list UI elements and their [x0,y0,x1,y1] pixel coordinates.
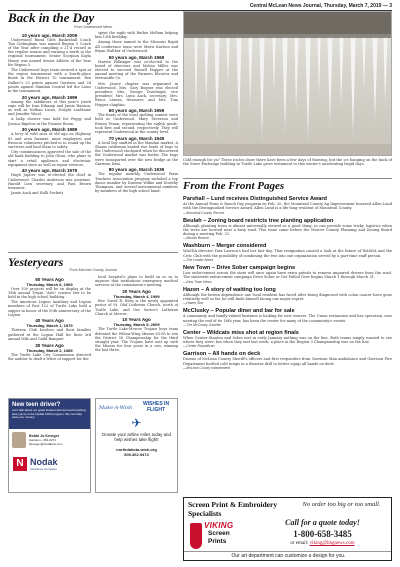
viking-logo-screen: Screen [208,530,230,537]
viking-logo-shield-icon [190,523,202,549]
paragraph: Among the exhibitors at this year's youth expo will be Ivan Erkamp and Jamie Hanson, as well as Nathan Lucas, Dwight LeaMaine and Jennifer Wood. [8,99,91,117]
front-page-headline: Washburn – Merger considered [183,243,267,250]
viking-logo [190,521,240,553]
paragraph: A baby shower was held for Peggy and Jessica Bigelow at the Pioneer Room. [8,117,91,126]
viking-footer: Our art department can customize a design for you. [184,551,392,559]
paragraph: Marvin Falkinger was re-elected to the board of directors and Melvin Miller was elected to succeed Russell Hopper at the annual meeting of the Farmers Elevator and Mercantile Co. [95,59,178,81]
back-in-day-column-2 [95,31,178,251]
front-page-item [183,196,392,215]
year-heading: 20 years ago, March 1999 [21,94,78,100]
nodak-brand: Nodak [30,456,58,467]
viking-call-text: Call for a quote today! [285,518,360,527]
paragraph: Rev. David R. Berg is the newly appointed pastor of St. Olaf Lutheran Church, north of Turtle Lake, and Our Savior's Lutheran Church at Mercer. [95,299,178,316]
front-page-source: —Mountrail County Record [183,210,224,215]
paragraph: Over 100 projects will be on display at the 18th annual Trojan "Arts" science fair to be held in the high school building. [8,286,91,299]
front-page-body: Although planting trees is almost universally viewed as a good thing, in can provide some tricky logistics when the trees are located near a busy road. This issue came before the Mercer County Planning and Zoning Board during a meeting Feb. 21. [183,223,392,237]
paragraph: Underwood Rural Girls Basketball Coach Tim Cottingham was named Region 5 Coach of the Year after compiling a 21-4 record in the regular season and earning a berth in the regional tournament. Senior Scorpion Kayla Henry was named Senior Athlete of the Year for Region 5. [8,37,91,67]
viking-phone[interactable]: 1-800-658-3485 [293,529,352,539]
front-page-source: —McLean County Independent [183,366,230,371]
nodak-agent-email[interactable]: bkrueger@nodakins.com [29,442,63,446]
nodak-logo-icon: N [13,457,27,471]
paragraph: The regular monthly Underwood Farm Truckers Association program included a top dance number by Darlene Wilkie and Dorothy Thompson, and several instrumental numbers by members of the high school band. [95,172,178,194]
airplane-icon: ✈ [131,416,142,430]
front-page-source: —Center Republican [183,344,215,349]
make-a-wish-phone: 800.362.9474 [124,451,149,457]
front-page-headline: Hazen – A story of waiting too long [183,286,276,293]
paragraph: spent the night with Ruthie Mellum helping him 13th birthday. [95,31,178,40]
front-page-body: At the Annual Farm & Ranch Day program on Feb. 20, the Mountrail County Ag Improvement honored Allen Lund with the Distinguished Service Award. Allen Lund is a life-long resident of Mountrail County. [183,202,392,211]
paragraph: City commissioners approved the sale of the old bank building to John Olson, who plans to start a retail appliance and electronic equipment store as well as repair services. [8,150,91,167]
paragraph: The American Legion Auxiliary and Legion members of Post 122 of Turtle Lake held a supper in honor of the 50th anniversary of the Legion. [8,300,91,317]
front-page-headline: Center – Wildcats miss shot at region finals [183,329,299,336]
back-in-day-title: Back in the Day [8,10,95,25]
front-page-item [183,351,392,370]
icicle-photo [183,11,392,156]
front-page-source: —The Leader-News [183,258,214,263]
viking-email-line [254,541,391,546]
paragraph: Mrs. Janice chapter was organized in Underwood. Mrs. Gary Bogner was elected president; Mrs. George Doeslinger, vice president; Mrs. Lynn Auck, secretary; Mrs. Bruce Larson, treasurer; and Mrs. Tom Hopper chaplain. [95,81,178,107]
viking-email-prefix: or email: [290,541,309,546]
front-page-item [183,308,392,327]
front-page-item [183,330,392,349]
make-a-wish-logo: Make-A-Wish [99,404,133,411]
year-heading: 80 years ago, March 1939 [108,167,165,173]
front-page-item [183,287,392,306]
paragraph: A bevy of wild ones of old ago on Highway 83 and area farmers, mine employees and Broncos volunteers pitched in to round up the survivors and haul them to safety. [8,132,91,149]
paragraph: Thirteen Club bowlers and their families gathered at the Legion Hall for their 3rd annual Mile and Guild Banquet. [8,328,91,341]
year-heading: 20 Years Ago [122,289,151,295]
year-heading: 40 Years Ago [35,318,64,324]
paragraph: Among those named to the Missouri Rapid All conference team were Mavis Karlson and Bryan Walther of Underwood. [95,40,178,53]
front-page-headline: New Town – Drive Sober campaign begins [183,265,296,272]
front-page-source: —The McClusky Gazette [183,322,221,327]
yesteryears-subtitle: From McLean County Journal [69,268,117,272]
front-page-headline: Beulah – Zoning board restricts tree planting application [183,217,334,224]
viking-email[interactable]: viking@bhgnews.com [309,541,355,546]
front-page-source: —Hazen Star [183,301,204,306]
paragraph: Hugh Jupiter was re-elected the chief in Underwood. Charles Anderson was assistant. Harold Lien secretary, and Paul Brown treasurer. [8,173,91,191]
year-heading: 70 years ago, March 1949 [108,135,165,141]
nodak-agent-title: Garrison • 463-2274 [29,438,56,442]
front-pages-list [183,196,392,494]
yesteryears-title: Yesteryears [8,255,64,269]
year-heading: 30 Years Ago [35,342,64,348]
wishes-in-flight-title: WISHES IN FLIGHT [142,401,170,413]
front-page-source: —New Town News [183,279,212,284]
front-page-body: Dozens of McLean County Sheriff's officers and first responders from Garrison Man ambulance and Garrison Fire Department battled cold temps in a disaster drill to better equip all hands on deck. [183,357,392,366]
viking-logo-prints: Prints [208,538,227,545]
viking-logo-text: VIKING [204,521,234,530]
paragraph: The Turtle Lake City Commission directed the auditor to draft a letter of support for the [8,352,91,361]
agent-photo-avatar [12,432,26,448]
page-header: Central McLean News Journal, Thursday, March 7, 2019 — 3 [8,3,392,11]
year-heading: 10 years ago, March 2009 [21,32,78,38]
year-heading: 50 Years Ago [35,276,64,282]
yesteryears-column-2 [95,275,178,395]
nodak-agent-name: Bobbi Jo Krueger [29,434,60,438]
make-a-wish-url[interactable]: northdakota.wish.org [116,446,157,452]
back-in-day-subtitle: From Underwood News [74,25,112,29]
nodak-brand-sub: Insurance Company [30,466,57,471]
year-heading: 40 years ago, March 1979 [21,168,78,174]
front-page-body: A community and family-valued business is looking for new owners. The Union restaurant and bar operation, now nearing the end of its 16th year, has been the center for many of the community's events. [183,314,392,323]
year-heading: 10 Years Ago [122,317,151,323]
paragraph: The finals of the local spelling contest were held in Underwood. Mary Severson and Ermen Tenan, representing the eighth grade, took first and second, respectively. They will represent Underwood at the county level. [95,113,178,135]
front-page-headline: McClusky – Popular diner and bar for sale [183,308,295,315]
viking-screen-prints-ad[interactable] [183,497,392,561]
date-subheading: Thursday, March 6, 1969 [26,281,73,287]
front-page-item [183,243,392,262]
viking-tagline: No order too big or too small. [302,501,381,508]
nodak-insurance-ad[interactable] [8,398,91,493]
front-page-body: Law enforcement across the state will once again have extra patrols to remove impaired drivers from the road. The statewide enforcement campaign Drive Sober or Get Pulled Over begins March 1 through March 31. [183,271,392,280]
make-a-wish-ad[interactable] [95,398,178,493]
icicles-image-icon [184,12,392,156]
front-page-body: When Center-Stanton and Solen met in early January nothing was on the line. Both teams simply wanted to see where they were, but when they met last week, a place in the Region 3 Championship was on the line. [183,335,392,345]
year-heading: 30 years ago, March 1989 [21,127,78,133]
paragraph: local hospital's plans to build on so as to improve that institutions emergency medical services at the commission's meeting. [95,275,178,288]
paragraph: The Turtle Lake-Mercer Trojans boys team defeated the Wilton-Wing Miners 63-58 to win the District 16 Championship for the third straight year. The Trojans have met up with the Miners for four years in a row, winning the last three. [95,327,178,353]
paragraph: A local boy snafted in the Mandan market. A Sharm cattleman hauled two loads of hogs to the Underwood stockyard when he discovered the Underwood market was better. The hogs were transported over the new bridge at the Garrison Dam. [95,140,178,166]
nodak-ad-body: Let's talk about our great student discount and anything else you're in the Nodak 1000 program. We can help save you money! [12,408,86,420]
date-subheading: Thursday, March 1, 1979 [26,323,73,329]
date-subheading: Thursday, March 5, 2009 [113,322,160,328]
front-page-source: —Beulah Beacon [183,236,210,241]
make-a-wish-body: Donate your airline miles today and help wishes take flight! [102,432,171,443]
paragraph: Jamie Auck and Holli Puckett [11,191,63,196]
yesteryears-column-1 [8,275,91,395]
front-page-item [183,265,392,284]
year-heading: 60 years ago, March 1959 [108,108,165,114]
year-heading: 50 years ago, March 1969 [108,54,165,60]
viking-ad-title: Screen Print & Embroidery Specialists [188,500,278,518]
back-in-day-column-1 [8,31,91,251]
front-pages-title: From the Front Pages [183,180,285,192]
date-subheading: Thursday, March 2, 1989 [26,347,73,353]
nodak-ad-title: New teen driver? [12,402,61,408]
front-page-body: Although the heroin dependence one local resident has faced after being diagnosed with colon cancer have gone relatively well so far, he still finds himself facing one major regret. [183,292,392,301]
front-page-item [183,218,392,241]
front-page-headline: Parshall – Lund receives Distinguished Service Award [183,196,327,202]
date-subheading: Thursday, March 4, 1999 [113,294,160,300]
photo-caption: Cold enough for ya? These icicles show there have been a few days of thawing, but the ice hanging on the back of the Stave Exchange building in Turtle Lake gives testament to this winter's unrelenting frigid days. [183,158,392,167]
front-page-body: WASDA director Tara Lawson's had her last day. That resignation caused a look at the future of WASDA and the Civic Club with the possibility of combining the two into one organization served by a part-time staff person. [183,249,392,258]
front-page-headline: Garrison – All hands on deck [183,351,261,358]
paragraph: The Underwood boys team secured a spot at the region tournament with a fourth-place finish in the District 10 tournament. Rex Dalbec's 25 points against Garrison and 24 points against Mandan Central led the Lions in the tournament. [8,67,91,93]
